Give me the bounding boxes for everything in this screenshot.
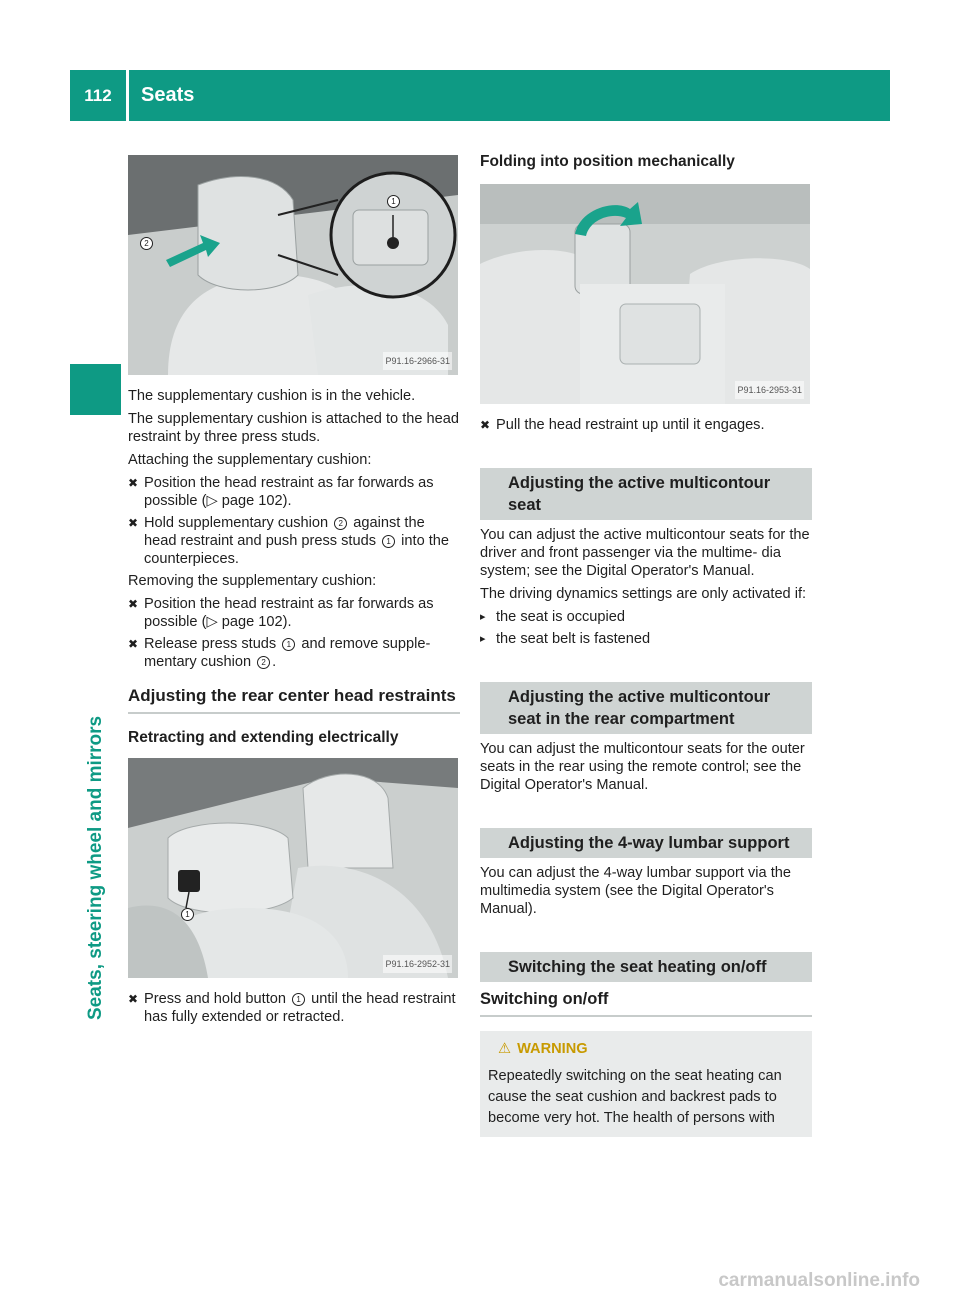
step-text: Hold supplementary cushion bbox=[144, 515, 329, 531]
instruction-step bbox=[128, 635, 460, 671]
section-box-heading: Adjusting the active multicontour seat bbox=[480, 468, 812, 520]
chapter-tab bbox=[70, 364, 121, 415]
step-text: and remove supple- mentary cushion bbox=[144, 636, 431, 670]
section-heading: Adjusting the rear center head restraints bbox=[128, 685, 460, 714]
callout-1: 1 bbox=[181, 908, 194, 921]
section-box-heading: Adjusting the active multicontour seat in the rear compartment bbox=[480, 682, 812, 734]
paragraph: Removing the supplementary cushion: bbox=[128, 573, 377, 589]
callout-2: 2 bbox=[257, 656, 270, 669]
figure-code: P91.16-2953-31 bbox=[735, 381, 804, 399]
fold-headrest-illustration bbox=[480, 184, 810, 404]
arrow-marker-icon: ✖ bbox=[128, 992, 139, 1006]
paragraph: The driving dynamics settings are only activated if: bbox=[480, 586, 807, 602]
warning-triangle-icon: ⚠ bbox=[498, 1041, 512, 1057]
subsection-heading: Retracting and extending electrically bbox=[128, 729, 399, 746]
instruction-step bbox=[128, 990, 460, 1026]
left-column bbox=[128, 155, 460, 1030]
paragraph: Attaching the supplementary cushion: bbox=[128, 452, 372, 468]
figure-code: P91.16-2966-31 bbox=[383, 352, 452, 370]
list-item bbox=[480, 608, 812, 626]
header-separator bbox=[126, 70, 129, 121]
instruction-step bbox=[128, 595, 460, 631]
arrow-marker-icon: ✖ bbox=[128, 597, 139, 611]
paragraph: You can adjust the multicontour seats for the outer seats in the rear using the remote control; see the Digital Operator's Manual. bbox=[480, 741, 805, 793]
bullet-icon: ▸ bbox=[480, 611, 486, 623]
list-text: the seat is occupied bbox=[496, 609, 625, 625]
watermark: carmanualsonline.info bbox=[718, 1270, 920, 1291]
list-text: the seat belt is fastened bbox=[496, 631, 651, 647]
figure-rear-headrest-button bbox=[128, 758, 458, 978]
step-text: Release press studs bbox=[144, 636, 277, 652]
list-item bbox=[480, 630, 812, 648]
subsection-heading: Folding into position mechanically bbox=[480, 153, 735, 170]
step-text: until the head restraint has fully extended or retracted. bbox=[144, 991, 456, 1025]
paragraph: You can adjust the 4-way lumbar support via the multimedia system (see the Digital Operator's Manual). bbox=[480, 865, 791, 917]
section-heading: Switching on/off bbox=[480, 988, 812, 1017]
arrow-marker-icon: ✖ bbox=[480, 418, 491, 432]
instruction-step bbox=[128, 514, 460, 568]
callout-1: 1 bbox=[382, 535, 395, 548]
figure-supplementary-cushion bbox=[128, 155, 458, 375]
callout-1: 1 bbox=[387, 195, 400, 208]
right-column bbox=[480, 152, 812, 1137]
callout-1: 1 bbox=[292, 993, 305, 1006]
page-title: Seats bbox=[141, 84, 195, 106]
step-text: Press and hold button bbox=[144, 991, 286, 1007]
callout-2: 2 bbox=[334, 517, 347, 530]
bullet-icon: ▸ bbox=[480, 633, 486, 645]
instruction-step bbox=[480, 416, 812, 434]
callout-1: 1 bbox=[282, 638, 295, 651]
arrow-marker-icon: ✖ bbox=[128, 476, 139, 490]
warning-title bbox=[488, 1039, 804, 1060]
arrow-marker-icon: ✖ bbox=[128, 637, 139, 651]
section-box-heading: Adjusting the 4-way lumbar support bbox=[480, 828, 812, 858]
step-text: Pull the head restraint up until it engages. bbox=[496, 417, 765, 433]
step-text: . bbox=[272, 654, 277, 670]
figure-code: P91.16-2952-31 bbox=[383, 955, 452, 973]
step-text: against the head restraint and push press studs bbox=[144, 515, 425, 549]
warning-box bbox=[480, 1031, 812, 1137]
step-text: into the counterpieces. bbox=[144, 533, 450, 567]
warning-text: Repeatedly switching on the seat heating can cause the seat cushion and backrest pads to become very hot. The health of persons with bbox=[488, 1068, 782, 1126]
section-box-heading: Switching the seat heating on/off bbox=[480, 952, 812, 982]
step-text: Position the head restraint as far forwards as possible (▷ page 102). bbox=[144, 596, 434, 630]
paragraph: You can adjust the active multicontour seats for the driver and front passenger via the multime- dia system; see the Digital Operator's Manual. bbox=[480, 527, 810, 579]
warning-label: WARNING bbox=[517, 1041, 588, 1057]
step-text: Position the head restraint as far forwards as possible (▷ page 102). bbox=[144, 475, 434, 509]
figure-fold-headrest bbox=[480, 184, 810, 404]
instruction-step bbox=[128, 474, 460, 510]
page-number: 112 bbox=[84, 85, 112, 105]
rear-headrest-illustration bbox=[128, 758, 458, 978]
paragraph: The supplementary cushion is attached to the head restraint by three press studs. bbox=[128, 411, 460, 445]
arrow-marker-icon: ✖ bbox=[128, 516, 139, 530]
paragraph: The supplementary cushion is in the vehicle. bbox=[128, 388, 416, 404]
headrest-illustration bbox=[128, 155, 458, 375]
chapter-label: Seats, steering wheel and mirrors bbox=[85, 715, 106, 1020]
callout-2: 2 bbox=[140, 237, 153, 250]
